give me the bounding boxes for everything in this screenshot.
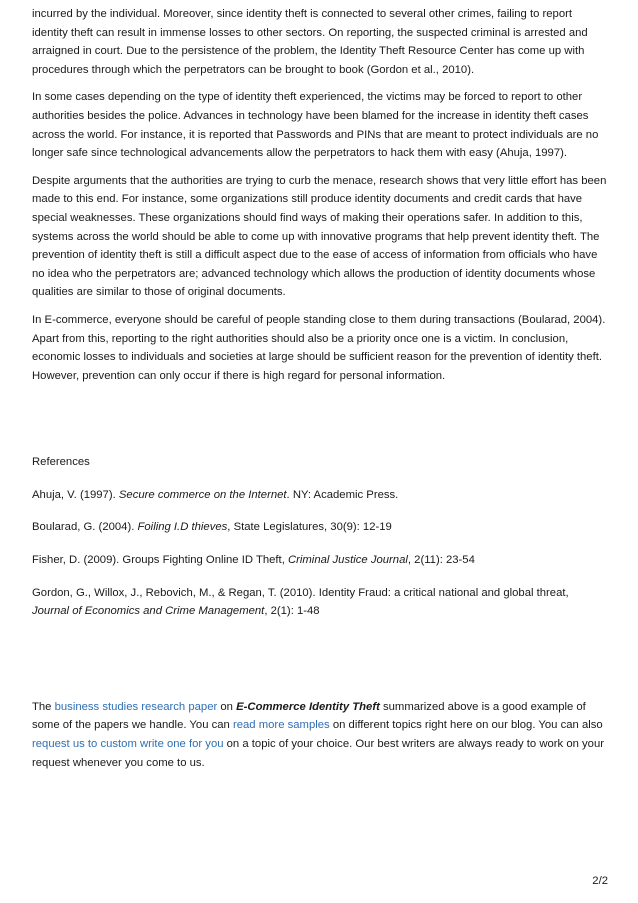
reference-text: Fisher, D. (2009). Groups Fighting Online ID Theft, [32, 554, 288, 567]
reference-text: Gordon, G., Willox, J., Rebovich, M., & Regan, T. (2010). Identity Fraud: a critical national and global threat, [32, 586, 569, 599]
body-paragraph: incurred by the individual. Moreover, since identity theft is connected to several other crimes, failing to report identity theft can result in immense losses to other sectors. On reporting, the suspected criminal is arrested and arraigned in court. Due to the persistence of the problem, the Identity Theft Resource Center has come up with procedures through which the perpetrators can be brought to book (Gordon et al., 2010). [32, 8, 588, 76]
reference-item [32, 584, 608, 621]
reference-item [32, 551, 608, 570]
reference-text: Ahuja, V. (1997). [32, 488, 119, 501]
reference-text: , 2(1): 1-48 [264, 605, 320, 618]
reference-text: Boularad, G. (2004). [32, 521, 138, 534]
footer-text: on [217, 700, 237, 713]
reference-title: Criminal Justice Journal [287, 554, 408, 567]
reference-item [32, 518, 608, 537]
reference-text: . NY: Academic Press. [286, 488, 399, 501]
page-number: 2/2 [592, 875, 608, 887]
reference-text: , 2(11): 23-54 [407, 554, 475, 567]
spacer [32, 635, 608, 698]
custom-write-request-link[interactable]: request us to custom write one for you [32, 738, 224, 751]
business-studies-link[interactable]: business studies research paper [54, 700, 218, 713]
reference-title: Journal of Economics and Crime Management [32, 605, 265, 618]
reference-title: Foiling I.D thieves [137, 521, 228, 534]
footer-paragraph [32, 698, 608, 772]
footer-text: The [32, 700, 55, 713]
footer-text: on a topic of your choice. Our best writers are always ready to work on your request whenever you come to us. [32, 738, 605, 769]
reference-item [32, 486, 608, 505]
read-more-samples-link[interactable]: read more samples [232, 719, 330, 732]
reference-title: Secure commerce on the Internet [118, 488, 287, 501]
paper-title: E-Commerce Identity Theft [236, 700, 380, 713]
footer-text: summarized above is a good example of some of the papers we handle. You can [32, 700, 586, 732]
spacer [32, 394, 608, 453]
body-paragraph: Despite arguments that the authorities are trying to curb the menace, research shows that very little effort has been made to this end. For instance, some organizations still produce identity documents and credit cards that have special weaknesses. These organizations should find ways of making their operations safer. In addition to this, systems across the world should be able to come up with innovative programs that help prevent identity theft. The prevention of identity theft is still a difficult aspect due to the ease of access of information from officials who have no idea who the perpetrators are; advanced technology which allows the production of identity documents whose qualities are similar to those of original documents. [32, 174, 607, 299]
body-paragraph: In E-commerce, everyone should be careful of people standing close to them during transactions (Boularad, 2004). Apart from this, reporting to the right authorities should also be a priority once one is a victim. In conclusion, economic losses to individuals and societies at large should be sufficient reason for the prevention of identity theft. However, prevention can only occur if there is high regard for personal information. [32, 313, 606, 382]
reference-text: , State Legislatures, 30(9): 12-19 [227, 521, 392, 534]
body-paragraph: In some cases depending on the type of identity theft experienced, the victims may be forced to report to other authorities besides the police. Advances in technology have been blamed for the increase in identity theft cases across the world. For instance, it is reported that Passwords and PINs that are meant to protect individuals are no longer safe since technological advancements allow the perpetrators to hack them with easy (Ahuja, 1997). [32, 91, 599, 160]
footer-text: on different topics right here on our blog. You can also [329, 719, 603, 732]
document-page [32, 5, 608, 781]
references-heading: References [32, 456, 90, 469]
